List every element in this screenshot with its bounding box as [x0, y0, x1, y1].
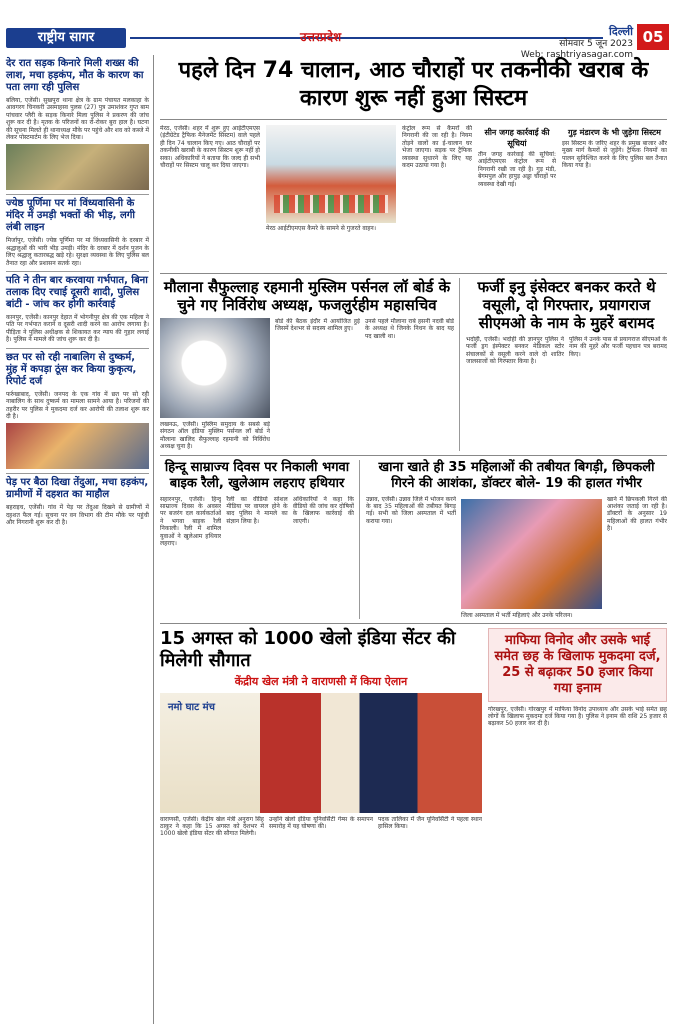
story-headline: 15 अगस्त को 1000 खेलो इंडिया सेंटर की मिलेगी सौगात: [160, 627, 456, 671]
khelo-banner: [160, 693, 260, 813]
story-headline: फर्जी इनु इंसेक्टर बनकर करते थे वसूली, दो गिरफ्तार, प्रयागराज सीएमओ के नाम के मुहरें बरामद: [477, 278, 656, 332]
lead-col-3: कंट्रोल रूम से कैमरों की निगरानी की जा रही है। नियम तोड़ने वालों का ई-चालान घर भेजा जाएगा। सड़क पर ट्रैफिक व्यवस्था सुधारने के लिए यह कदम उठाया गया है।: [402, 125, 472, 170]
story-left-3: [6, 272, 149, 349]
story-fraud-body: [466, 336, 667, 366]
lead-col-4: [478, 125, 556, 267]
story-left-5: [6, 474, 149, 530]
date: सोमवार 5 जून 2023: [559, 39, 633, 49]
lead-photo: [266, 125, 396, 223]
story-col-1: उन्नाव, एजेंसी। उन्नाव जिले में भोजन करने के बाद 35 महिलाओं की तबीयत बिगड़ गई। सभी को जिला अस्पताल में भर्ती कराया गया।: [366, 495, 456, 525]
story-subheadline: केंद्रीय खेल मंत्री ने वाराणसी में किया ऐलान: [234, 674, 408, 688]
story-body: बलिया, एजेंसी। सुखपुरा थाना क्षेत्र के ग्राम पंचायत मलकाहा के आवगरग चिनकरी उसमाहस्व पुलस (27) पुत्र उमाशंकर गुप्त बाम पांचवार प्लैरी के सड़क किनारे मिला पुलिस ने प्रकरण की जांच शुरू कर दी है। मृतक के परिजनों का रो-रोकर बुरा हाल है। घटना की सूचना मिलते ही थानाध्यक्ष मौके पर पहुंचे और शव को कब्जे में लेकर पोस्टमार्टम के लिए भेज दिया।: [6, 97, 149, 142]
story-headline: मौलाना सैफुल्लाह रहमानी मुस्लिम पर्सनल लॉ बोर्ड के चुने गए निर्विरोध अध्यक्ष, फजलुर्रहीम महासचिव: [163, 278, 451, 314]
photo-caption: जिला अस्पताल में भर्ती महिलाएं और उनके परिजन।: [461, 611, 573, 619]
lead-photo-block: [266, 125, 396, 267]
lead-col-1: मेरठ, एजेंसी। शहर में शुरू हुए आईटीएमएस (इंटीग्रेटेड ट्रैफिक मैनेजमेंट सिस्टम) वाले पहले ही दिन 74 चालान किए गए। आठ चौराहों पर तकनीकी खराबी के कारण सिस्टम शुरू नहीं हो सका। अधिकारियों ने बताया कि जल्द ही सभी चौराहों पर सिस्टम चालू कर दिया जाएगा।: [160, 125, 260, 170]
lead-col-5: [562, 125, 667, 267]
lead-subhead-2: गुड़ मंडारण के भी जुड़ेगा सिस्टम: [568, 128, 661, 137]
story-fraud: [466, 278, 667, 451]
row-2: [160, 273, 667, 451]
story-col-2: उन्होंने खेलो इंडिया यूनिवर्सिटी गेम्स के समापन समारोह में यह घोषणा की।: [269, 815, 373, 831]
banner-text: नमो घाट मंच: [168, 701, 215, 713]
left-column: [6, 55, 154, 1024]
story-hindu: [160, 460, 360, 619]
story-col-2: रैली का वीडियो सोशल मीडिया पर वायरल होने के बाद पुलिस ने मामले का संज्ञान लिया है।: [226, 495, 288, 525]
masthead: [0, 0, 673, 60]
mafia-headline-box: [488, 628, 667, 702]
lead-story: [160, 125, 667, 267]
story-headline: देर रात सड़क किनारे मिली शख्स की लाश, मचा हड़कंप, मौत के कारण का पता लगा रही पुलिस: [6, 58, 144, 93]
lead-col-5-body: इस सिस्टम के जरिए शहर के प्रमुख बाजार और मुख्य मार्ग कैमरों से जुड़ेंगे। ट्रैफिक नियमों का पालन सुनिश्चित करने के लिए पुलिस बल तैनात किया गया है।: [562, 140, 667, 170]
story-food: [366, 460, 667, 619]
story-photo: [6, 144, 149, 190]
story-col-1: सहारनपुर, एजेंसी। हिन्दू साम्राज्य दिवस के अवसर पर बजरंग दल कार्यकर्ताओं ने भगवा बाइक रैली निकाली। रैली में शामिल युवाओं ने खुलेआम हथियार लहराए।: [160, 495, 222, 548]
lead-headline: पहले दिन 74 चालान, आठ चौराहों पर तकनीकी खराब के कारण शुरू नहीं हुआ सिस्टम: [160, 55, 667, 120]
story-aimplb-body: [160, 314, 454, 451]
story-col-2: खाने में छिपकली गिरने की आशंका जताई जा रही है। डॉक्टरों के अनुसार 19 महिलाओं की हालत गंभीर है।: [607, 495, 667, 533]
story-col-3: उनसे पहले मौलाना राबे हसनी नदवी बोर्ड के अध्यक्ष थे जिनके निधन के बाद यह पद खाली था।: [365, 318, 454, 340]
story-col-2: बोर्ड की बैठक इंदौर में आयोजित हुई जिसमें देशभर से सदस्य शामिल हुए।: [275, 318, 360, 333]
story-headline: माफिया विनोद और उसके भाई समेत छह के खिलाफ मुकदमा दर्ज, 25 से बढ़ाकर 50 हजार किया गया इनाम: [494, 632, 661, 696]
story-photo: [6, 423, 149, 469]
story-body: फर्रुखाबाद, एजेंसी। जनपद के एक गांव में छत पर सो रही नाबालिग के साथ दुष्कर्म का मामला सामने आया है। परिजनों की तहरीर पर पुलिस ने मुकदमा दर्ज कर आरोपी की तलाश शुरू कर दी है।: [6, 390, 149, 420]
story-body: मिर्जापुर, एजेंसी। ज्येष्ठ पूर्णिमा पर मां विंध्यवासिनी के दरबार में श्रद्धालुओं की भारी भीड़ उमड़ी। मंदिर के दरबार में दर्शन पूजन के लिए श्रद्धालु कतारबद्ध खड़े रहे। सुरक्षा व्यवस्था के लिए पुलिस बल तैनात रहा और प्रशासन सतर्क रहा।: [6, 237, 149, 267]
main-area: [160, 55, 667, 1024]
ceremony-photo: [160, 693, 482, 813]
food-photo-block: [461, 496, 602, 619]
story-headline: पति ने तीन बार करवाया गर्भपात, बिना तलाक दिए रचाई दूसरी शादी, पुलिस बांटी - जांच कर होगी कार्रवाई: [6, 275, 148, 311]
city: दिल्ली: [609, 25, 633, 38]
story-khelo-body: [160, 816, 482, 838]
story-col-3: पदक तालिका में जैन यूनिवर्सिटी ने पहला स्थान हासिल किया।: [378, 815, 482, 831]
story-headline: ज्येष्ठ पूर्णिमा पर मां विंध्यवासिनी के मंदिर में उमड़ी भक्तों की भीड़, लगी लंबी लाइन: [6, 198, 135, 234]
story-headline: छत पर सो रही नाबालिग से दुष्कर्म, मुंह में कपड़ा ठूंस कर किया कुकृत्य, रिपोर्ट दर्ज: [6, 351, 137, 387]
story-left-1: [6, 55, 149, 195]
photo-caption: मेरठ आईटीएमएस कैमरे के सामने से गुजरते वाहन।: [266, 225, 377, 232]
story-headline: खाना खाते ही 35 महिलाओं की तबीयत बिगड़ी, छिपकली गिरने की आशंका, डॉक्टर बोले- 19 की हालत गंभीर: [378, 459, 655, 491]
lead-col-4-body: तीन जगह कार्रवाई की सूचियां: आईटीएमएस कंट्रोल रूम से निगरानी रखी जा रही है। गुड़ मंडी, बेगमपुल और हापुड़ अड्डा चौराहों पर व्यवस्था देखी गई।: [478, 151, 556, 188]
lead-subhead: सीन जगह कार्रवाई की सूचियां: [484, 128, 550, 148]
row-4: [160, 623, 667, 838]
story-left-2: [6, 195, 149, 272]
story-body: गोरखपुर, एजेंसी। गोरखपुर में माफिया विनोद उपाध्याय और उसके भाई समेत छह लोगों के खिलाफ मुकदमा दर्ज किया गया है। पुलिस ने इनाम की राशि 25 हजार से बढ़ाकर 50 हजार कर दी है।: [488, 705, 667, 728]
website: Web: rashtriyasagar.com: [520, 50, 633, 60]
story-left-4: [6, 349, 149, 475]
story-col-3: अधिकारियों ने कहा कि वीडियो की जांच कर दोषियों के खिलाफ कार्रवाई की जाएगी।: [292, 495, 354, 525]
story-mafia: [488, 628, 667, 838]
story-aimplb: [160, 278, 460, 451]
row-3: [160, 455, 667, 619]
section-title: उत्तरप्रदेश: [300, 30, 342, 44]
story-body: बहराइच, एजेंसी। गांव में पेड़ पर तेंदुआ दिखने से ग्रामीणों में दहशत फैल गई। सूचना पर वन विभाग की टीम मौके पर पहुंची और निगरानी शुरू कर दी है।: [6, 504, 149, 527]
story-body: कानपुर, एजेंसी। कानपुर देहात में भोगनीपुर क्षेत्र की एक महिला ने पति पर गर्भपात कराने व दूसरी शादी करने का आरोप लगाया है। पीड़िता ने पुलिस अधीक्षक से शिकायत कर न्याय की गुहार लगाई है। पुलिस ने मामले की जांच शुरू कर दी है।: [6, 314, 149, 344]
story-col-1: भदोही, एजेंसी। भदोही की ज्ञानपुर पुलिस ने फर्जी ड्रग इंस्पेक्टर बनकर मेडिकल स्टोर संचालकों से वसूली करने वाले दो शातिर जालसाजों को गिरफ्तार किया है।: [466, 336, 564, 366]
story-khelo: [160, 628, 482, 838]
story-col-2: पुलिस ने उनके पास से प्रयागराज सीएमओ के नाम की मुहरें और फर्जी पहचान पत्र बरामद किए।: [569, 336, 667, 358]
hospital-photo: [461, 499, 602, 609]
story-hindu-body: [160, 496, 354, 548]
story-food-body: [366, 496, 667, 619]
story-headline: हिन्दू साम्राज्य दिवस पर निकाली भगवा बाइक रैली, खुलेआम लहराए हथियार: [164, 459, 350, 491]
photo-col: [160, 314, 270, 451]
moulana-photo: [160, 318, 270, 418]
story-col-1: वाराणसी, एजेंसी। केंद्रीय खेल मंत्री अनुराग सिंह ठाकुर ने कहा कि 15 अगस्त को देशभर में 1000 खेलो इंडिया सेंटर की सौगात मिलेगी।: [160, 815, 264, 838]
brand-logo: राष्ट्रीय सागर: [6, 28, 126, 48]
story-col-1: लखनऊ, एजेंसी। मुस्लिम समुदाय के सबसे बड़े संगठन ऑल इंडिया मुस्लिम पर्सनल लॉ बोर्ड ने मौलाना खालिद सैफुल्लाह रहमानी को निर्विरोध अध्यक्ष चुना है।: [160, 421, 270, 451]
story-headline: पेड़ पर बैठा दिखा तेंदुआ, मचा हड़कंप, ग्रामीणों में दहशत का माहौल: [6, 477, 149, 501]
page-number: 05: [637, 24, 669, 50]
